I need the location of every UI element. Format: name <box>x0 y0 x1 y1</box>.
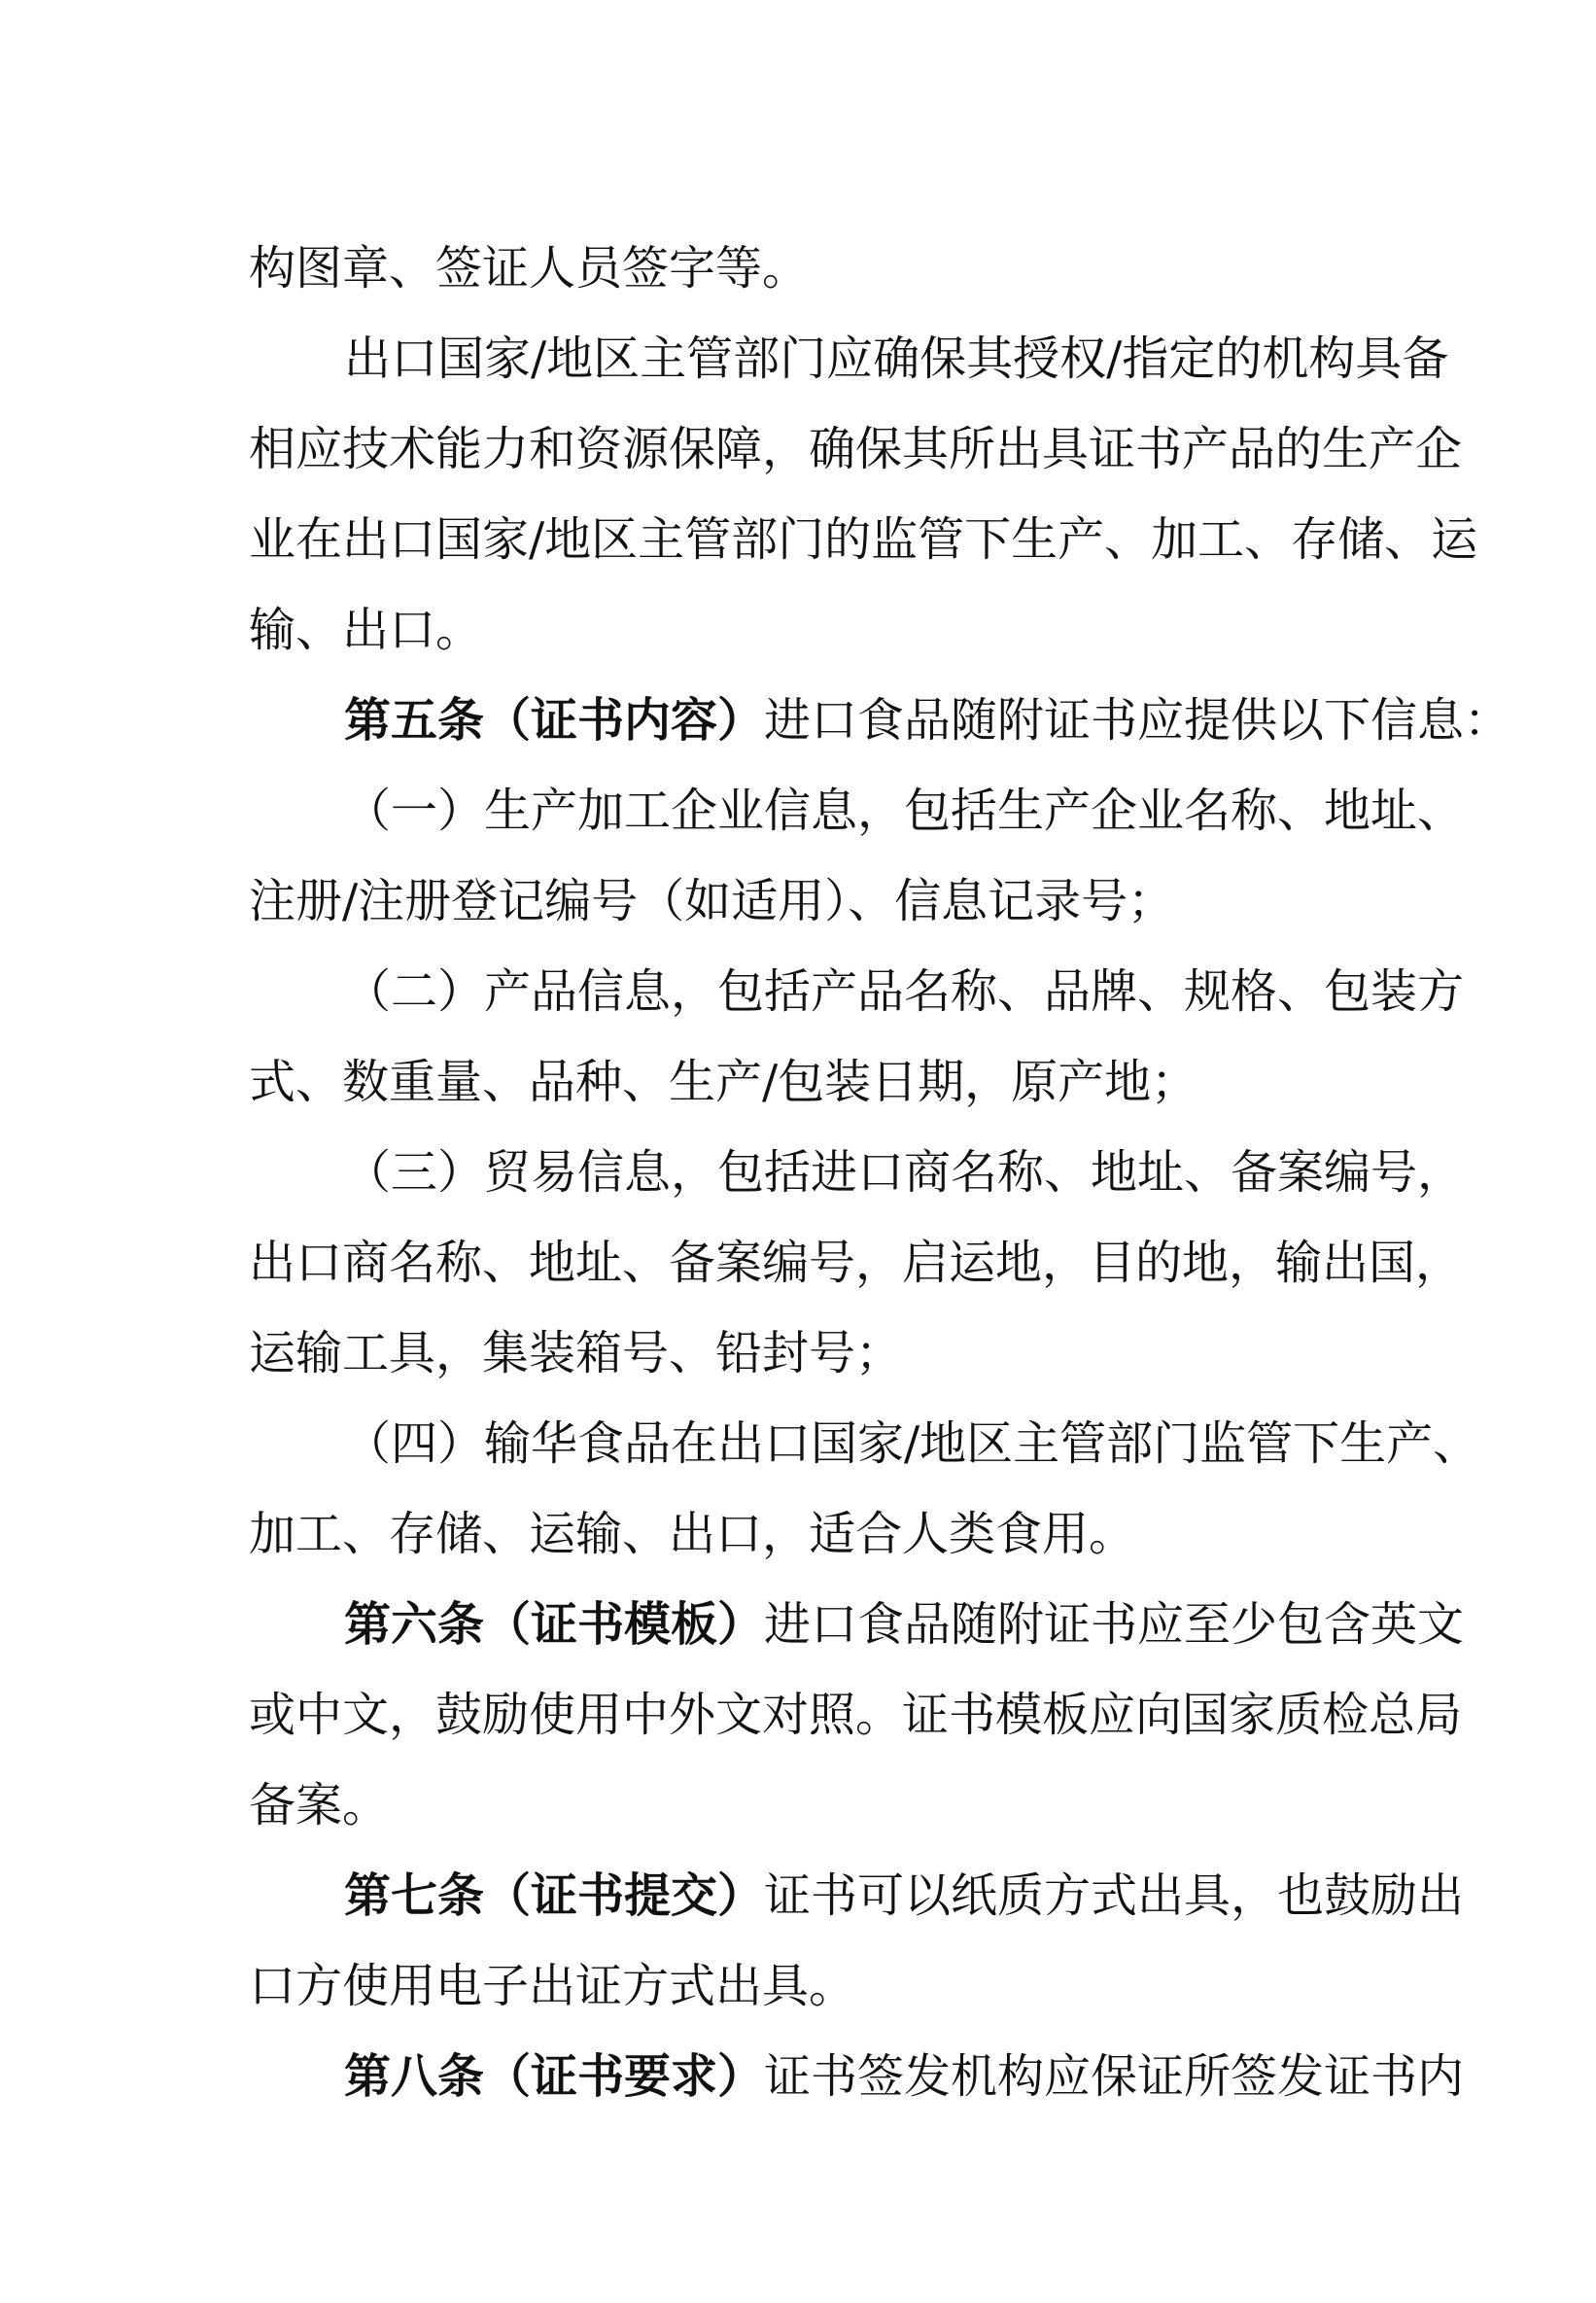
line-text: 相应技术能力和资源保障，确保其所出具证书产品的生产企 <box>249 422 1463 476</box>
paragraph-line <box>249 495 1478 585</box>
line-text: 构图章、签证人员签字等。 <box>249 241 810 296</box>
paragraph-line <box>249 1399 1480 1489</box>
line-text: 运输工具，集装箱号、铅封号； <box>249 1326 903 1380</box>
line-text: （三）贸易信息，包括进口商名称、地址、备案编号， <box>344 1145 1465 1200</box>
line-text: 业在出口国家/地区主管部门的监管下生产、加工、存储、运 <box>249 512 1478 567</box>
line-text: 进口食品随附证书应至少包含英文 <box>764 1597 1465 1652</box>
line-text: 出口国家/地区主管部门应确保其授权/指定的机构具备 <box>344 331 1449 386</box>
line-text: （四）输华食品在出口国家/地区主管部门监管下生产、 <box>344 1416 1480 1471</box>
line-text: （一）生产加工企业信息，包括生产企业名称、地址、 <box>344 784 1465 838</box>
article-heading-line <box>249 676 1511 766</box>
article-heading-line <box>249 1851 1465 1941</box>
paragraph-line <box>249 1037 1367 1128</box>
line-text: （二）产品信息，包括产品名称、品牌、规格、包装方 <box>344 964 1465 1019</box>
paragraph-line <box>249 1941 1367 2032</box>
line-text: 口方使用电子出证方式出具。 <box>249 1959 856 2013</box>
paragraph-line <box>249 947 1465 1037</box>
paragraph-line <box>249 1670 1463 1761</box>
line-text: 证书可以纸质方式出具，也鼓励出 <box>764 1868 1465 1923</box>
line-text: 注册/注册登记编号（如适用）、信息记录号； <box>249 874 1175 928</box>
paragraph-line <box>249 1128 1465 1218</box>
paragraph-line <box>249 1309 1367 1399</box>
paragraph-line <box>249 585 1367 676</box>
line-text: 进口食品随附证书应提供以下信息： <box>764 693 1511 748</box>
article-heading-line <box>249 1580 1465 1670</box>
paragraph-line <box>249 1218 1463 1309</box>
paragraph-line <box>249 314 1449 404</box>
article-title: 第八条（证书要求） <box>344 2049 765 2104</box>
article-title: 第六条（证书模板） <box>344 1597 765 1652</box>
article-heading-line <box>249 2032 1465 2122</box>
line-text: 输、出口。 <box>249 603 483 657</box>
line-text: 备案。 <box>249 1778 390 1832</box>
article-title: 第五条（证书内容） <box>344 693 765 748</box>
article-title: 第七条（证书提交） <box>344 1868 765 1923</box>
line-text: 或中文，鼓励使用中外文对照。证书模板应向国家质检总局 <box>249 1688 1463 1742</box>
paragraph-line <box>249 224 1367 314</box>
paragraph-line <box>249 1761 1367 1851</box>
line-text: 出口商名称、地址、备案编号，启运地，目的地，输出国， <box>249 1236 1463 1290</box>
paragraph-line <box>249 856 1367 947</box>
paragraph-line <box>249 766 1465 856</box>
paragraph-line <box>249 1489 1367 1580</box>
line-text: 加工、存储、运输、出口，适合人类食用。 <box>249 1507 1136 1561</box>
line-text: 式、数重量、品种、生产/包装日期，原产地； <box>249 1055 1198 1109</box>
line-text: 证书签发机构应保证所签发证书内 <box>764 2049 1465 2104</box>
document-body <box>249 224 1511 2122</box>
paragraph-line <box>249 404 1463 495</box>
